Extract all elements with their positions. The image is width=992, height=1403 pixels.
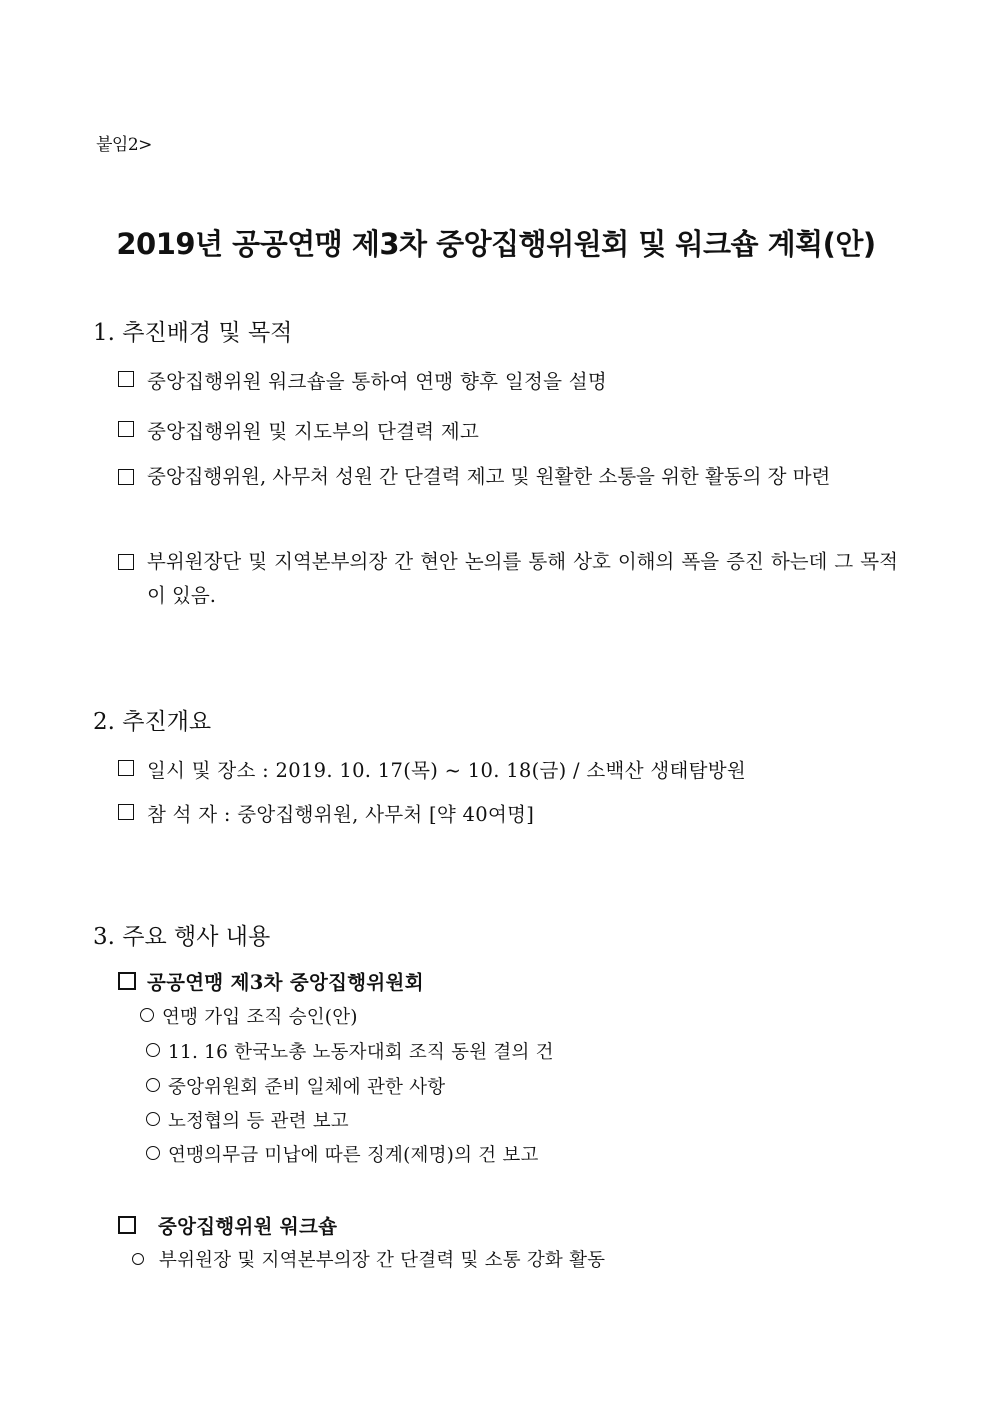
checkbox-icon (118, 554, 134, 570)
attendees-text: 참 석 자 : 중앙집행위원, 사무처 [약 40여명] (147, 803, 535, 826)
document-title: 2019년 공공연맹 제3차 중앙집행위원회 및 워크숍 계획(안) (116, 227, 876, 261)
circle-bullet-icon (140, 1008, 154, 1022)
circle-bullet-icon (146, 1078, 160, 1092)
checkbox-icon (118, 1216, 136, 1234)
committee-item-text: 연맹 가입 조직 승인(안) (162, 1007, 358, 1028)
circle-bullet-icon (132, 1253, 144, 1265)
checkbox-icon (118, 972, 136, 990)
section2-heading: 2. 추진개요 (93, 709, 212, 735)
committee-item-text: 노정협의 등 관련 보고 (168, 1111, 349, 1132)
circle-bullet-icon (146, 1112, 160, 1126)
checkbox-icon (118, 760, 134, 776)
section3-heading: 3. 주요 행사 내용 (93, 924, 271, 950)
committee-item-text: 중앙위원회 준비 일체에 관한 사항 (168, 1077, 446, 1098)
section1-item-3 (118, 460, 898, 494)
checkbox-icon (118, 421, 134, 437)
committee-item-text: 11. 16 한국노총 노동자대회 조직 동원 결의 건 (168, 1042, 554, 1063)
committee-item-text: 연맹의무금 미납에 따른 징계(제명)의 건 보고 (168, 1145, 539, 1166)
section1-item-text: 중앙집행위원, 사무처 성원 간 단결력 제고 및 원활한 소통을 위한 활동의 장 마련 (147, 465, 831, 488)
circle-bullet-icon (146, 1043, 160, 1057)
circle-bullet-icon (146, 1146, 160, 1160)
section1-item-text: 부위원장단 및 지역본부의장 간 현안 논의를 통해 상호 이해의 폭을 증진 하는데 그 목적이 있음. (147, 550, 898, 607)
schedule-location-text: 일시 및 장소 : 2019. 10. 17(목) ~ 10. 18(금) / 소백산 생태탐방원 (147, 759, 747, 782)
workshop-title-text: 중앙집행위원 워크숍 (158, 1215, 338, 1238)
section1-item-text: 중앙집행위원 워크숍을 통하여 연맹 향후 일정을 설명 (147, 370, 608, 393)
checkbox-icon (118, 371, 134, 387)
section1-item-text: 중앙집행위원 및 지도부의 단결력 제고 (147, 420, 480, 443)
committee-title-text: 공공연맹 제3차 중앙집행위원회 (147, 971, 424, 994)
checkbox-icon (118, 469, 134, 485)
attachment-label: 붙임2> (96, 135, 152, 155)
section1-heading: 1. 추진배경 및 목적 (93, 320, 293, 346)
workshop-item-text: 부위원장 및 지역본부의장 간 단결력 및 소통 강화 활동 (159, 1250, 606, 1271)
checkbox-icon (118, 804, 134, 820)
section1-item-4 (118, 545, 898, 613)
